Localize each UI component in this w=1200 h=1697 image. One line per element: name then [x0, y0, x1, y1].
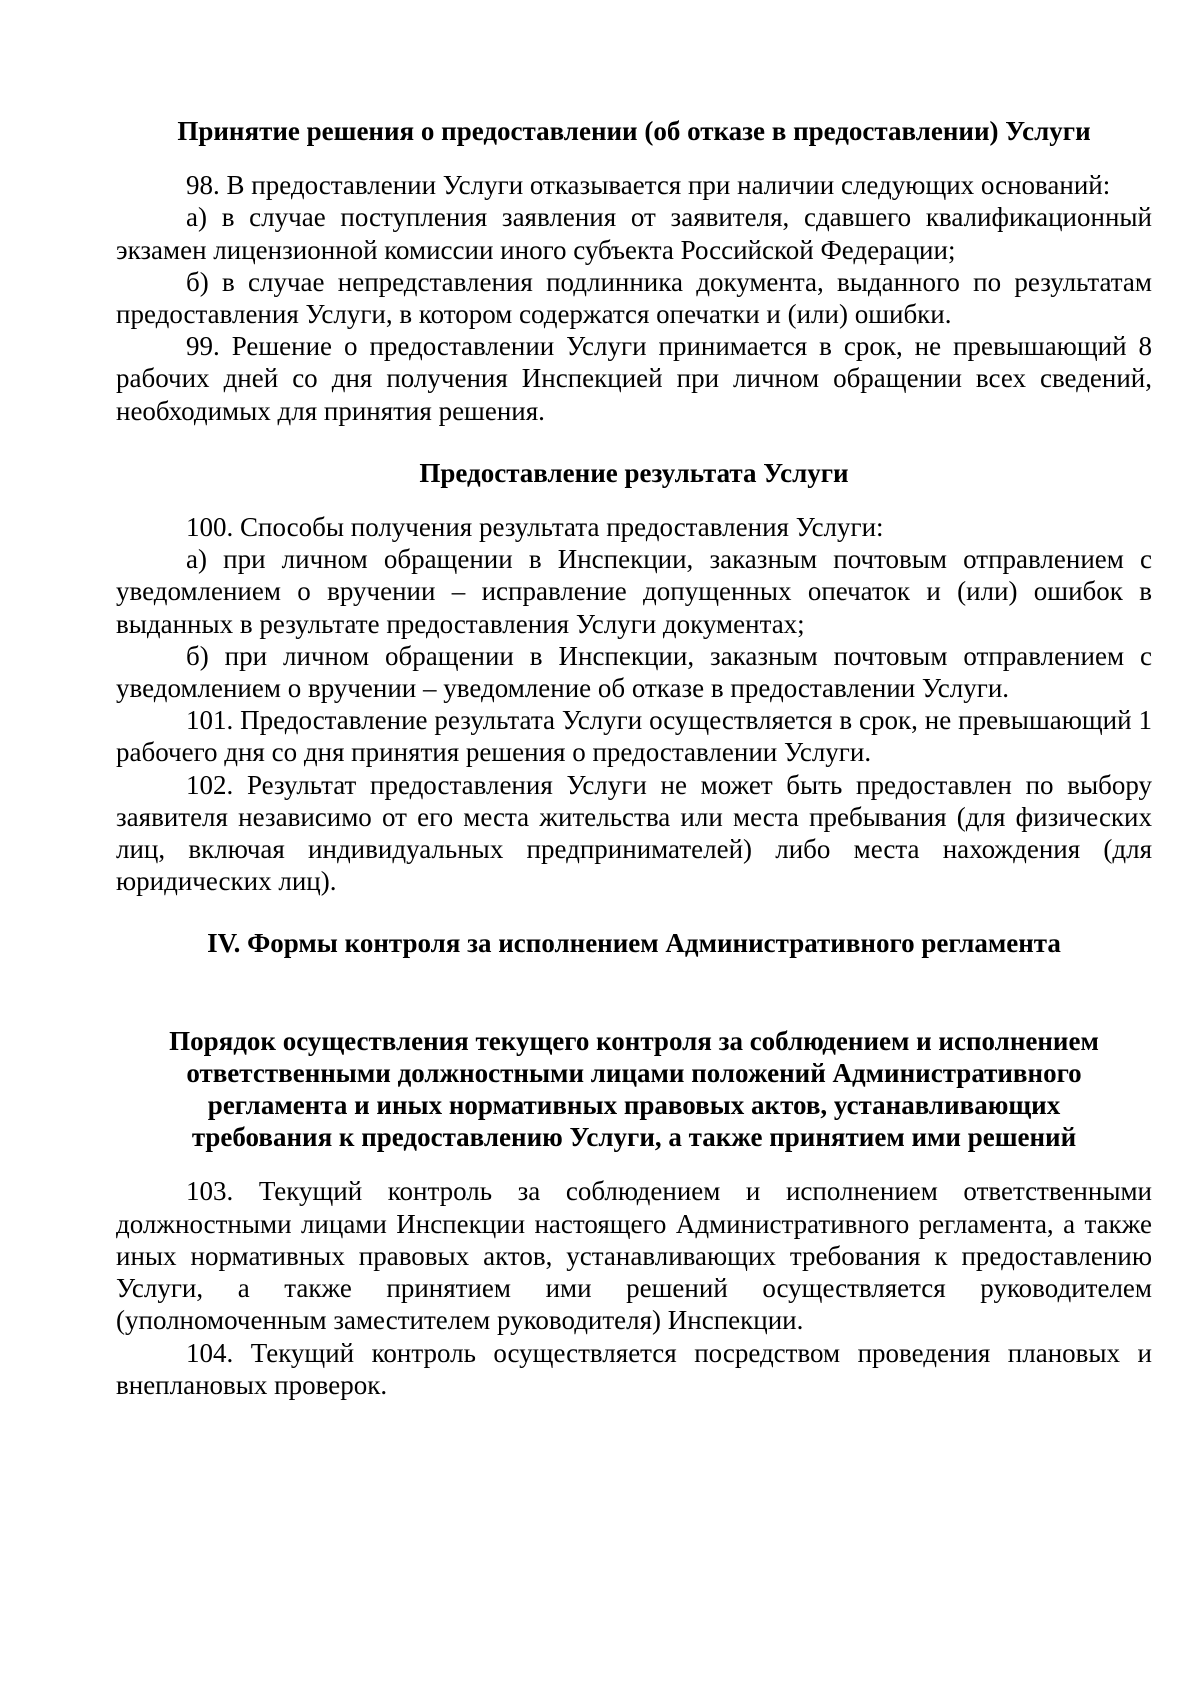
- paragraph-103: 103. Текущий контроль за соблюдением и исполнением ответственными должностными лицами Инспекции настоящего Административного регламента, а также иных нормативных правовых актов, устанавливающих требования к предоставлению Услуги, а также принятием ими решений осуществляется руководителем (уполномоченным заместителем руководителя) Инспекции.: [116, 1176, 1152, 1336]
- section-heading-decision: Принятие решения о предоставлении (об отказе в предоставлении) Услуги: [177, 116, 1091, 146]
- section-heading-control-line-1: Порядок осуществления текущего контроля за соблюдением и исполнением: [169, 1025, 1099, 1056]
- paragraph-102: 102. Результат предоставления Услуги не может быть предоставлен по выбору заявителя независимо от его места жительства или места пребывания (для физических лиц, включая индивидуальных предпринимателей) либо места нахождения (для юридических лиц).: [116, 769, 1152, 897]
- chapter-heading: IV. Формы контроля за исполнением Административного регламента: [207, 928, 1061, 959]
- paragraph-100-a: а) при личном обращении в Инспекции, заказным почтовым отправлением с уведомлением о вручении – исправление допущенных опечаток и (или) ошибок в выданных в результате предоставления Услуги документах;: [116, 544, 1152, 639]
- paragraph-98-b: б) в случае непредставления подлинника документа, выданного по результатам предоставления Услуги, в котором содержатся опечатки и (или) ошибки.: [116, 266, 1152, 330]
- paragraph-99: 99. Решение о предоставлении Услуги принимается в срок, не превышающий 8 рабочих дней со дня получения Инспекцией при личном обращении всех сведений, необходимых для принятия решения.: [116, 331, 1152, 426]
- section-heading-control: [116, 1025, 1152, 1154]
- document-content: [116, 115, 1152, 1401]
- paragraph-101: 101. Предоставление результата Услуги осуществляется в срок, не превышающий 1 рабочего дня со дня принятия решения о предоставлении Услуги.: [116, 705, 1152, 768]
- paragraph-100-b: б) при личном обращении в Инспекции, заказным почтовым отправлением с уведомлением о вручении – уведомление об отказе в предоставлении Услуги.: [116, 640, 1152, 704]
- section-heading-control-line-2: ответственными должностными лицами положений Административного: [186, 1057, 1082, 1088]
- section-heading-control-line-4: требования к предоставлению Услуги, а также принятием ими решений: [191, 1122, 1077, 1153]
- paragraph-98-a: а) в случае поступления заявления от заявителя, сдавшего квалификационный экзамен лицензионной комиссии иного субъекта Российской Федерации;: [116, 202, 1152, 265]
- paragraph-98: 98. В предоставлении Услуги отказывается при наличии следующих оснований:: [186, 170, 1111, 201]
- paragraph-100: 100. Способы получения результата предоставления Услуги:: [186, 512, 884, 543]
- section-heading-result: Предоставление результата Услуги: [419, 457, 849, 488]
- section-heading-control-line-3: регламента и иных нормативных правовых актов, устанавливающих: [207, 1090, 1061, 1121]
- paragraph-104: 104. Текущий контроль осуществляется посредством проведения плановых и внеплановых проверок.: [116, 1337, 1152, 1400]
